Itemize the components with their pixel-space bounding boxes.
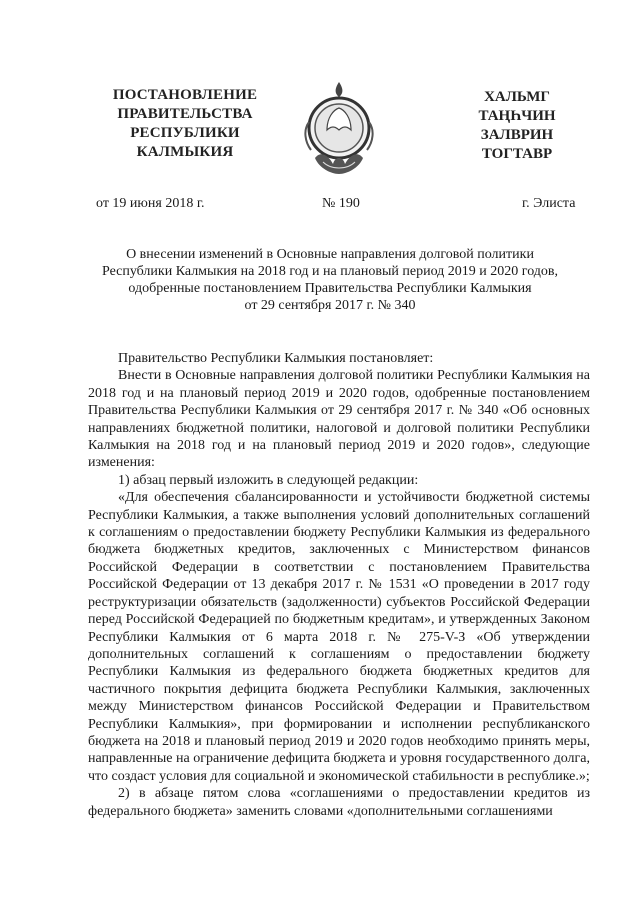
header-right-line: ТАҢҺЧИН <box>478 108 556 124</box>
document-number: № 190 <box>322 196 360 211</box>
title-line: Республики Калмыкия на 2018 год и на плановый период 2019 и 2020 годов, <box>101 264 559 279</box>
header-right-line: ТОГТАВР <box>481 146 553 162</box>
document-date: от 19 июня 2018 г. <box>96 196 205 211</box>
body-paragraph: «Для обеспечения сбалансированности и устойчивости бюджетной системы Республики Калмыкия, а также выполнения условий дополнительных соглашений к соглашениям о предоставлении бюджету Республики Калмыкия из федерального бюджета бюджетных кредитов, заключенных с Министерством финансов Российской Федерации в соответствии с постановлением Правительства Российской Федерации от 13 декабря 2017 г. № 1531 «О проведении в 2017 году реструктуризации обязательств (задолженности) субъектов Российской Федерации перед Российской Федерацией по бюджетным кредитам», и утвержденных Законом Республики Калмыкия от 6 марта 2018 г. № 275-V-З «Об утверждении дополнительных соглашений к соглашениям о предоставлении бюджету Республики Калмыкия из федерального бюджета бюджетных кредитов для частичного покрытия дефицита бюджета Республики Калмыкия, заключенных между Министерством финансов Российской Федерации и Правительством Республики Калмыкия», при формировании и исполнении республиканского бюджета на 2018 и плановый период 2019 и 2020 годов необходимо принять меры, направленные на ограничение дефицита бюджета и уровня государственного долга, что создаст условия для социальной и экономической стабильности в республике.»; <box>88 490 590 784</box>
header-right-line: ЗАЛВРИН <box>480 127 554 143</box>
header-left-title <box>90 86 280 162</box>
header-left-line: РЕСПУБЛИКИ <box>130 125 240 141</box>
title-line: О внесении изменений в Основные направления долговой политики <box>126 247 534 262</box>
body-paragraph: 1) абзац первый изложить в следующей редакции: <box>118 472 419 488</box>
body-paragraph: Правительство Республики Калмыкия постановляет: <box>118 351 434 366</box>
document-body <box>88 350 590 820</box>
title-line: одобренные постановлением Правительства Республики Калмыкия <box>128 281 532 296</box>
header-right-line: ХАЛЬМГ <box>484 89 550 105</box>
header-left-line: КАЛМЫКИЯ <box>136 144 234 160</box>
kalmykia-emblem-icon <box>297 80 381 180</box>
header-left-line: ПОСТАНОВЛЕНИЕ <box>112 87 258 103</box>
header-right-title <box>452 88 582 164</box>
header-left-line: ПРАВИТЕЛЬСТВА <box>117 106 253 122</box>
document-meta-row <box>0 196 640 216</box>
body-paragraph: 2) в абзаце пятом слова «соглашениями о предоставлении кредитов из федерального бюджета» заменить словами «дополнительными соглашениями <box>88 786 590 819</box>
title-line: от 29 сентября 2017 г. № 340 <box>244 298 416 313</box>
document-city: г. Элиста <box>522 196 576 211</box>
document-title <box>70 246 590 314</box>
body-paragraph: Внести в Основные направления долговой политики Республики Калмыкия на 2018 год и на плановый период 2019 и 2020 годов, одобренные постановлением Правительства Республики Калмыкия от 29 сентября 2017 г. № 340 «Об основных направлениях бюджетной политики, налоговой и долговой политики Республики Калмыкия на 2018 год и на плановый период 2019 и 2020 годов», следующие изменения: <box>88 368 590 471</box>
